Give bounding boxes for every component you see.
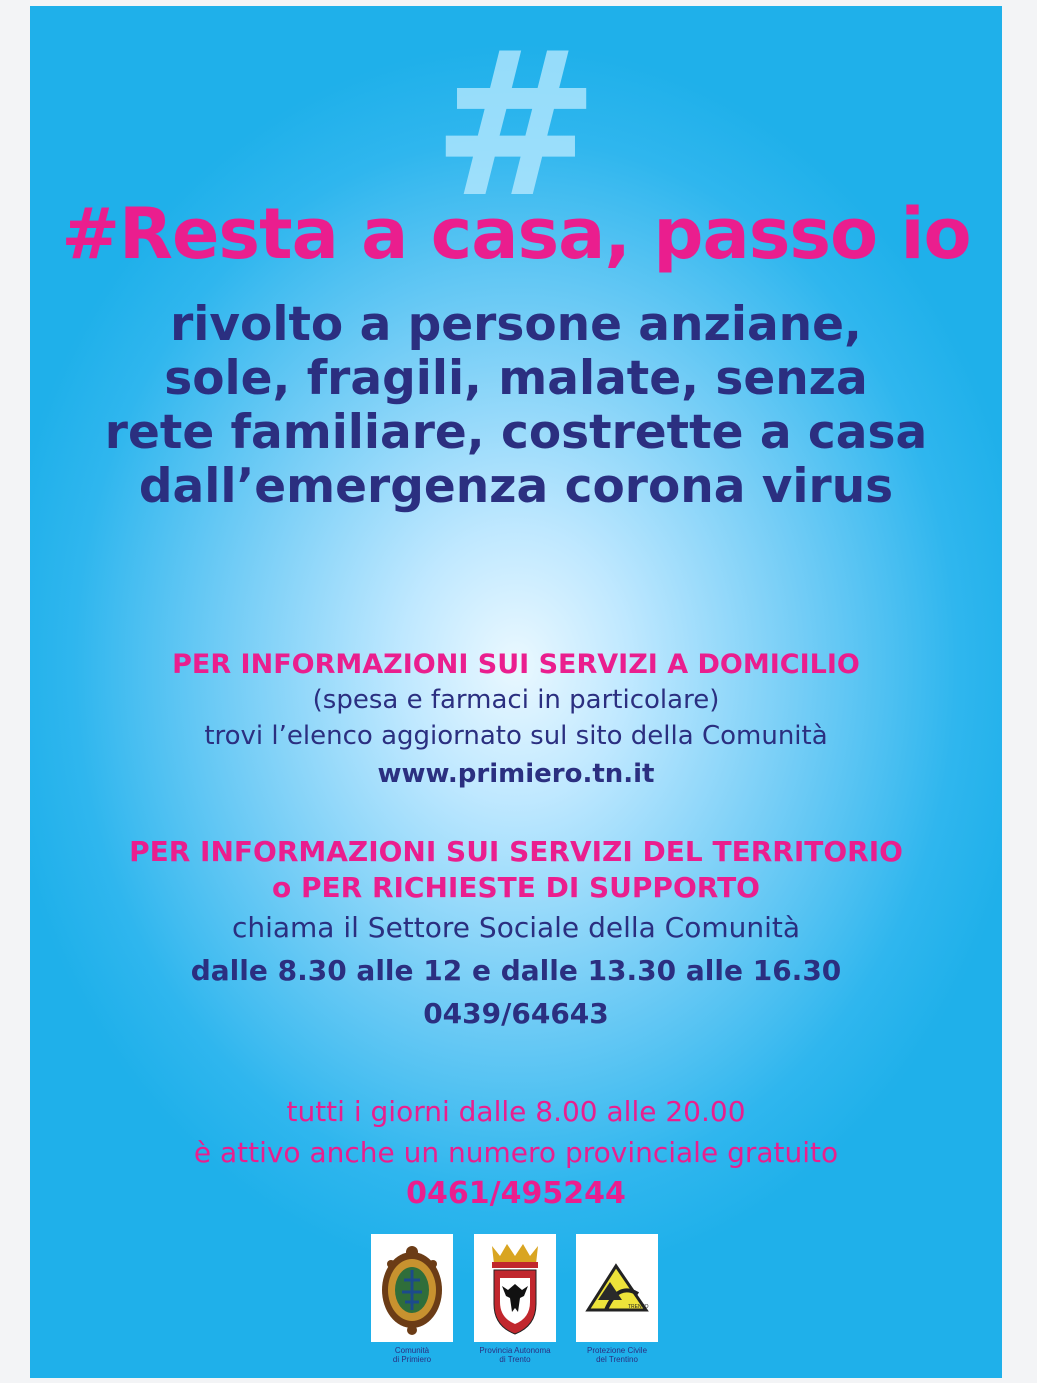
office-hours: dalle 8.30 alle 12 e dalle 13.30 alle 16.30 — [190, 954, 842, 987]
hash-watermark: # — [432, 9, 600, 242]
subtitle-line: rete familiare, costrette a casa — [104, 405, 928, 460]
home-services-info — [30, 648, 1002, 794]
logo-caption: Provincia Autonoma di Trento — [479, 1346, 551, 1364]
logo-caption: Protezione Civile del Trentino — [586, 1346, 648, 1364]
territory-text: chiama il Settore Sociale della Comunità — [231, 911, 801, 944]
comunita-primiero-crest-icon — [371, 1234, 453, 1342]
subtitle-line: sole, fragili, malate, senza — [164, 351, 868, 406]
protezione-civile-trentino-icon — [576, 1234, 658, 1342]
territory-services-info — [30, 834, 1002, 1035]
poster-subtitle — [30, 298, 1002, 514]
poster-title: #Resta a casa, passo io — [61, 193, 971, 275]
provincial-text: è attivo anche un numero provinciale gratuito — [193, 1136, 839, 1169]
subtitle-line: dall’emergenza corona virus — [138, 459, 894, 514]
support-heading: o PER RICHIESTE DI SUPPORTO — [272, 871, 760, 904]
provincial-phone[interactable]: 0461/495244 — [406, 1176, 626, 1211]
home-services-heading: PER INFORMAZIONI SUI SERVIZI A DOMICILIO — [172, 649, 860, 680]
logo-provincia-trento — [474, 1234, 556, 1364]
territory-heading: PER INFORMAZIONI SUI SERVIZI DEL TERRITORIO — [129, 835, 903, 868]
provincial-hours: tutti i giorni dalle 8.00 alle 20.00 — [286, 1095, 746, 1128]
website-link[interactable]: www.primiero.tn.it — [377, 759, 655, 789]
logo-caption: Comunità di Primiero — [392, 1346, 432, 1364]
logo-protezione-civile — [576, 1234, 658, 1364]
poster — [30, 6, 1002, 1378]
svg-text:TRENTO: TRENTO — [628, 1304, 649, 1310]
subtitle-line: rivolto a persone anziane, — [170, 297, 862, 352]
provincial-number-info — [30, 1091, 1002, 1215]
home-services-note: (spesa e farmaci in particolare) — [312, 685, 720, 715]
territory-phone[interactable]: 0439/64643 — [423, 997, 609, 1030]
logo-row — [30, 1234, 1002, 1374]
provincia-trento-eagle-crest-icon — [474, 1234, 556, 1342]
logo-comunita-primiero — [371, 1234, 453, 1364]
home-services-text: trovi l’elenco aggiornato sul sito della Comunità — [204, 721, 828, 751]
